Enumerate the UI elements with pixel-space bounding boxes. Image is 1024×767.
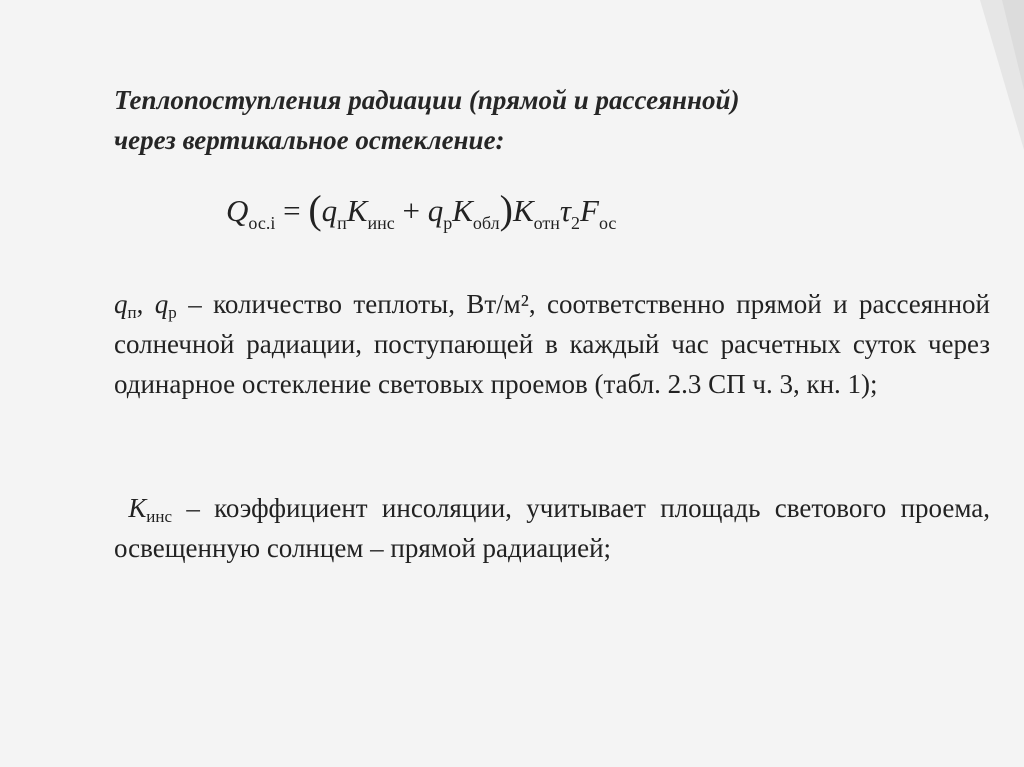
- formula-q-total: Q: [226, 193, 249, 228]
- formula-q-diffuse-subscript: р: [443, 213, 453, 233]
- formula-equals: =: [283, 193, 301, 228]
- formula-f-subscript: ос: [598, 213, 617, 233]
- heading-line-1: Теплопоступления радиации (прямой и рассеянной): [114, 85, 740, 115]
- symbol-q-diffuse: q: [154, 289, 169, 319]
- formula-q-total-subscript: ос.i: [248, 213, 276, 233]
- symbol-q-direct-subscript: п: [127, 303, 137, 322]
- formula-k-ins-subscript: инс: [367, 213, 395, 233]
- formula-q-diffuse: q: [427, 193, 444, 228]
- paragraph-kins-definition: [114, 488, 990, 568]
- formula-open-paren: (: [308, 187, 322, 232]
- formula-tau-subscript: 2: [571, 213, 581, 233]
- q-definition-text: – количество теплоты, Вт/м², соответственно прямой и рассеянной солнечной радиации, поступающей в каждый час расчетных суток через одинарное остекление световых проемов (табл. 2.3 СП ч. 3, кн. 1);: [114, 289, 991, 399]
- formula-q-direct: q: [321, 193, 338, 228]
- formula-k-ins: K: [346, 193, 368, 228]
- corner-decoration: [944, 0, 1024, 160]
- formula-k-otn: K: [512, 193, 534, 228]
- heading-line-2: через вертикальное остекление:: [114, 125, 505, 155]
- formula: [226, 180, 826, 240]
- paragraph-q-definition: [114, 284, 990, 404]
- symbol-q-direct: q: [114, 289, 128, 319]
- slide-heading: [114, 80, 934, 160]
- formula-k-obl: K: [452, 193, 473, 228]
- formula-plus: +: [402, 193, 420, 228]
- symbol-q-diffuse-subscript: р: [168, 303, 177, 322]
- formula-q-direct-subscript: п: [337, 213, 347, 233]
- formula-f: F: [580, 193, 599, 228]
- formula-close-paren: ): [499, 187, 513, 232]
- formula-k-obl-subscript: обл: [472, 213, 500, 233]
- kins-definition-text: – коэффициент инсоляции, учитывает площадь светового проема, освещенную солнцем – прямой радиацией;: [114, 493, 990, 563]
- symbol-separator: ,: [136, 289, 155, 319]
- symbol-k-ins-subscript: инс: [146, 507, 173, 526]
- symbol-k-ins: К: [128, 493, 147, 523]
- formula-k-otn-subscript: отн: [533, 213, 560, 233]
- formula-tau: τ: [559, 193, 572, 228]
